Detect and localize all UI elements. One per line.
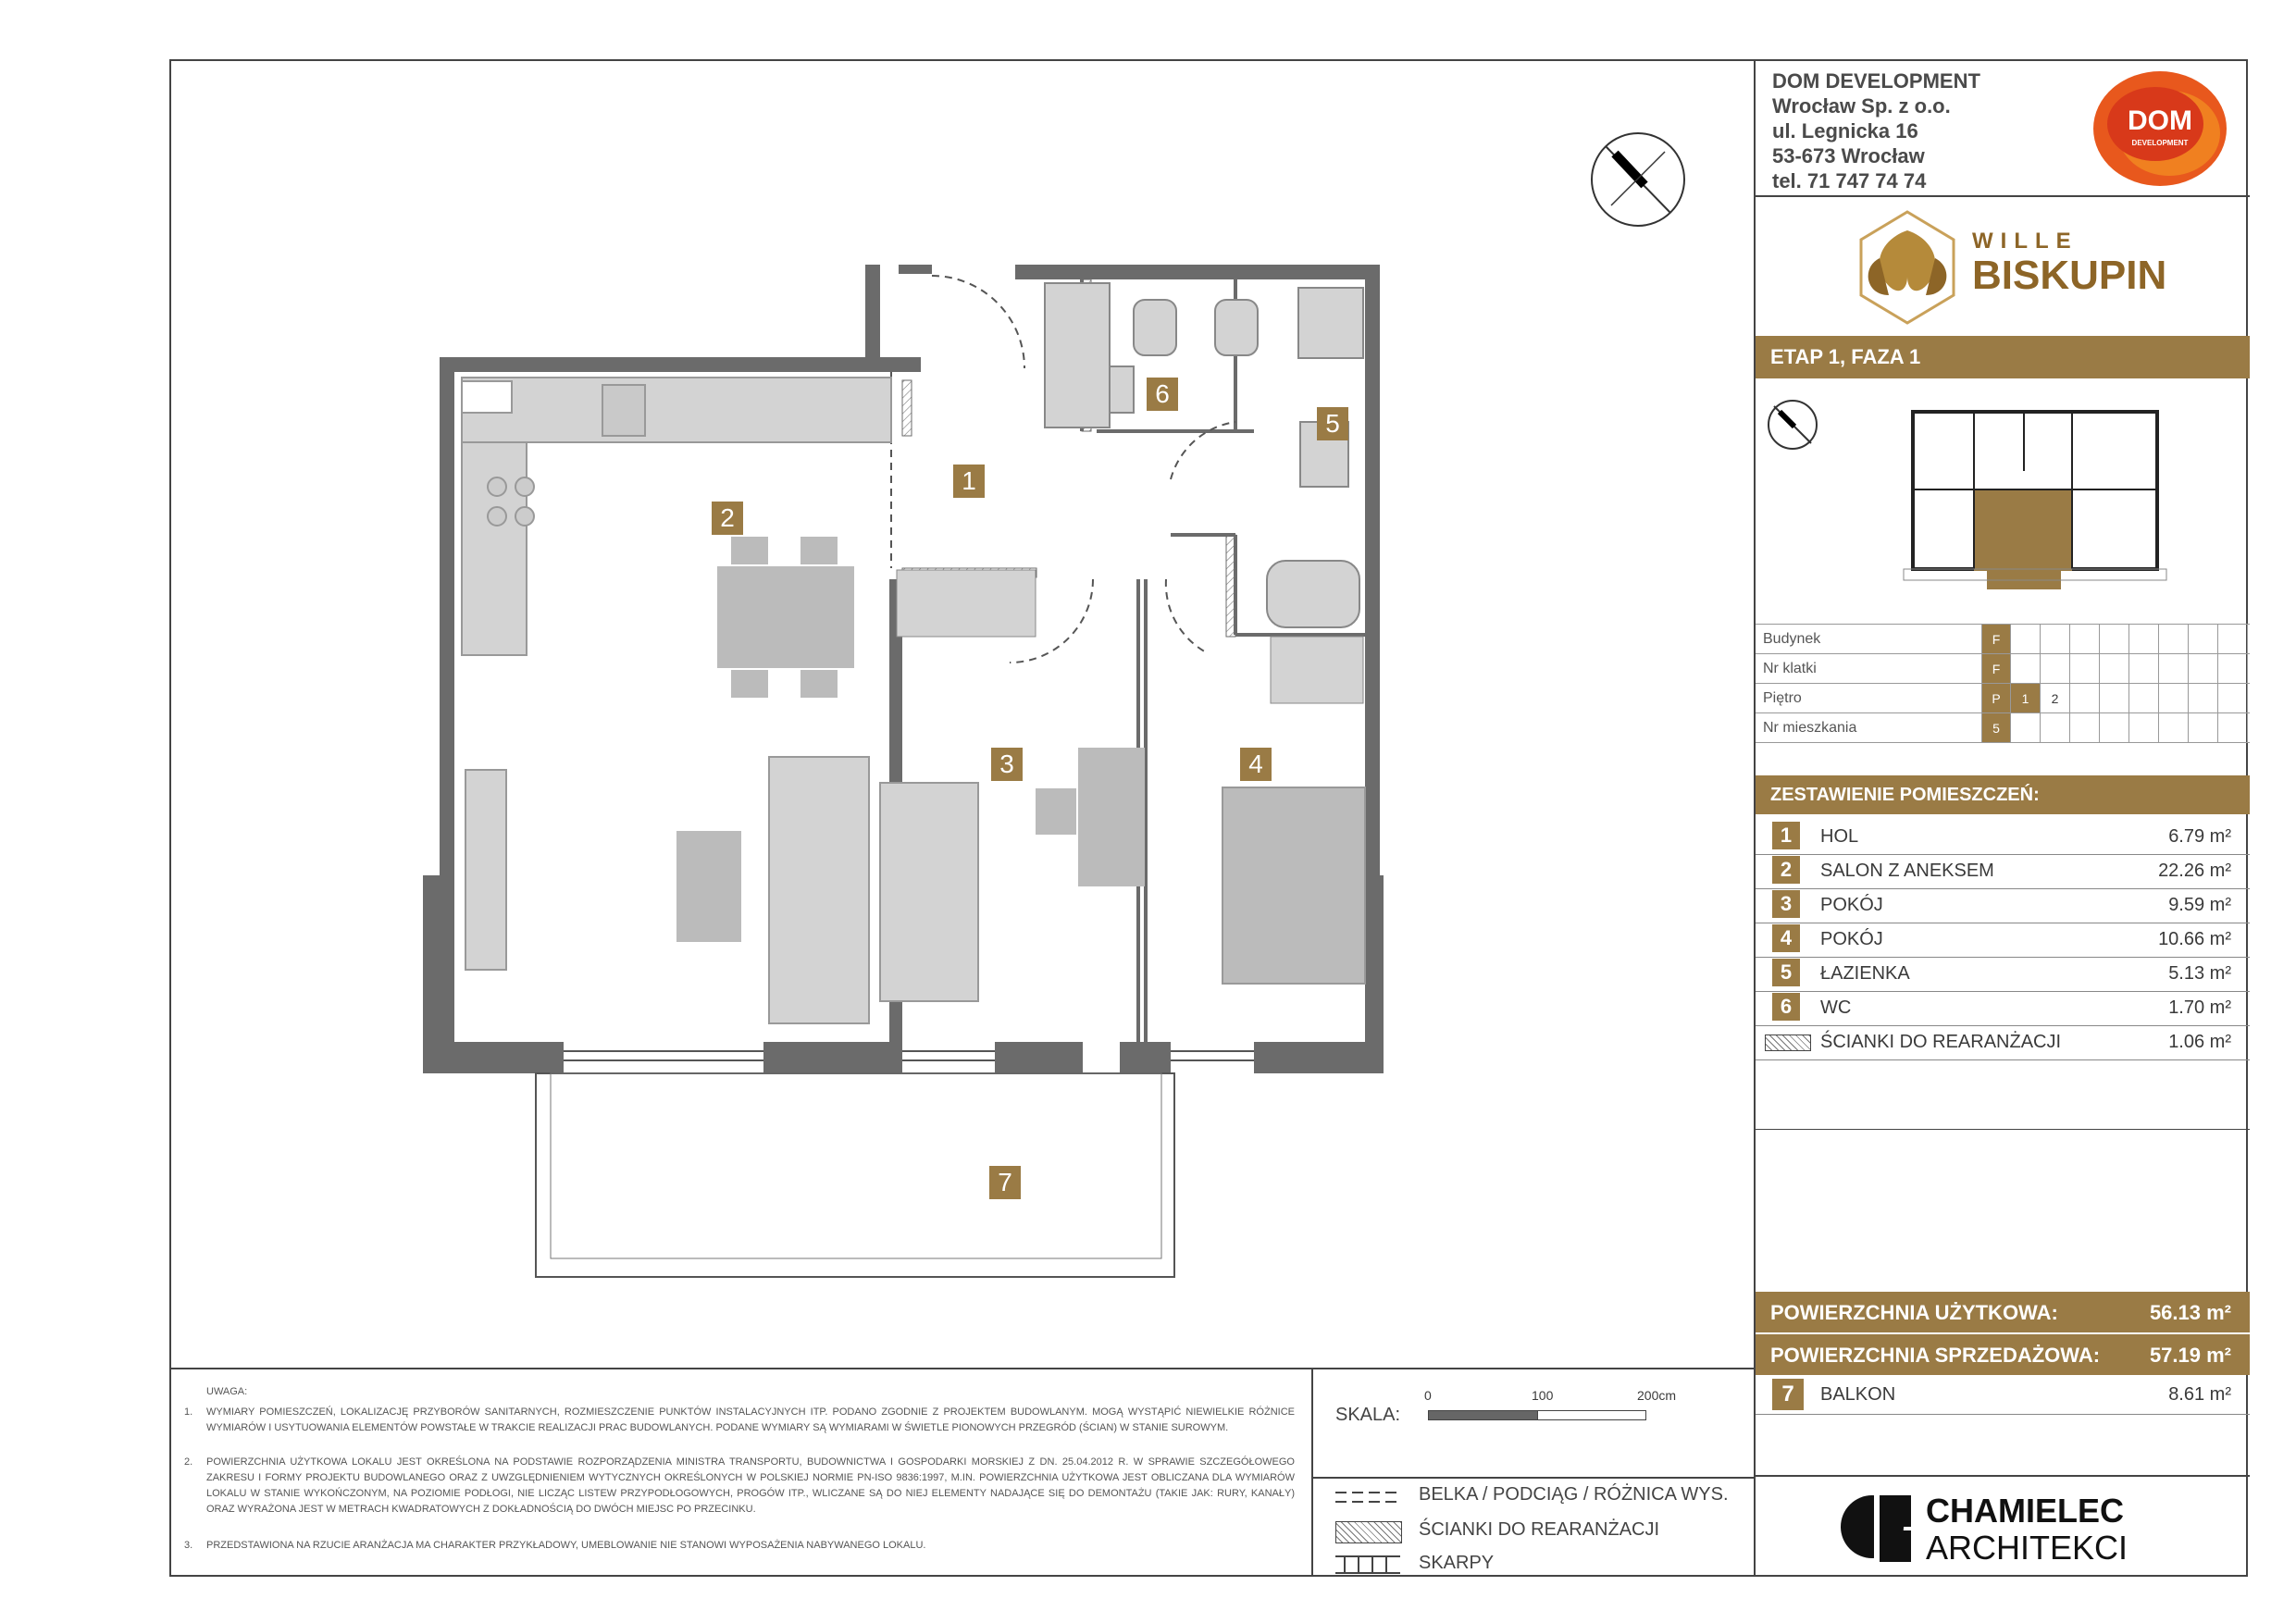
room-area: 22.26 m² (2158, 861, 2231, 881)
room-name: HOL (1820, 826, 1859, 847)
info-table-cell (2041, 654, 2070, 684)
legend-block (1311, 1369, 1755, 1577)
walls-row (1756, 1025, 2250, 1060)
logo-text: DOM (2128, 105, 2192, 136)
room-area: 10.66 m² (2158, 929, 2231, 949)
architect-line1: CHAMIELEC (1926, 1492, 2124, 1530)
info-table-cell (2011, 713, 2041, 743)
room-area: 5.13 m² (2168, 963, 2231, 984)
room-label-6: 6 (1147, 378, 1178, 411)
info-table-cell (2159, 654, 2189, 684)
stage-bar: ETAP 1, FAZA 1 (1756, 336, 2250, 378)
company-line2: Wrocław Sp. z o.o. (1772, 94, 1951, 118)
sale-area-bar: POWIERZCHNIA SPRZEDAŻOWA: 57.19 m² (1756, 1334, 2250, 1375)
info-table-cell (2041, 625, 2070, 654)
info-table-cell (2218, 625, 2248, 654)
info-table (1756, 624, 2250, 745)
info-table-cell (2070, 713, 2100, 743)
room-name: POKÓJ (1820, 929, 1883, 949)
desk (1078, 748, 1145, 886)
room-label-3: 3 (991, 748, 1023, 781)
coffee-table (676, 831, 741, 942)
footer (171, 1368, 1755, 1577)
oak-leaf-icon (1843, 203, 1972, 332)
scale-bar-light (1537, 1410, 1646, 1420)
room-row (1756, 991, 2250, 1026)
info-panel (1754, 61, 2250, 1575)
info-table-row (1756, 684, 2250, 713)
room-number: 1 (1772, 822, 1800, 849)
info-table-label: Piętro (1763, 690, 1802, 706)
info-table-cell: P (1981, 684, 2011, 713)
scale-tick-100: 100 (1532, 1388, 1554, 1403)
info-table-label: Nr klatki (1763, 661, 1817, 676)
info-table-row (1756, 713, 2250, 743)
info-table-cell: F (1981, 625, 2011, 654)
company-city: 53-673 Wrocław (1772, 144, 1925, 167)
bathroom-fixtures (1045, 283, 1363, 627)
note-1: 1. WYMIARY POMIESZCZEŃ, LOKALIZACJĘ PRZYBORÓW SANITARNYCH, ROZMIESZCZENIE PUNKTÓW INSTALACYJNYCH ITP. PODANO ZGODNIE Z PROJEKTEM BUDOWLANYM. MOGĄ WYSTĄPIĆ NIEWIELKIE RÓŻNICE WYMIARÓW I USYTUOWANIA ELEMENTÓW POWSTAŁE W TRAKCIE REALIZACJI PRAC BUDOWLANYCH. PODANE WYMIARY SĄ WYMIARAMI W ŚWIETLE PIONOWYCH PRZEGRÓD (ŚCIAN) W STANIE SUROWYM. (184, 1406, 1295, 1433)
room-row (1756, 957, 2250, 992)
railing-icon (1335, 1553, 1400, 1580)
room-label-4: 4 (1240, 748, 1272, 781)
notes-block (171, 1369, 1313, 1577)
company-street: ul. Legnicka 16 (1772, 119, 1918, 142)
info-table-cell (2070, 654, 2100, 684)
chair (1036, 788, 1076, 835)
info-table-cell: 5 (1981, 713, 2011, 743)
architect-block (1756, 1475, 2250, 1577)
room-number: 3 (1772, 890, 1800, 918)
room-name: WC (1820, 997, 1852, 1018)
info-table-cell (2159, 684, 2189, 713)
architect-line2: ARCHITEKCI (1926, 1529, 2128, 1567)
info-table-cell (2189, 713, 2218, 743)
info-table-cell (2129, 713, 2159, 743)
tv-unit (465, 770, 506, 970)
info-table-cell (2011, 625, 2041, 654)
legend-walls: ŚCIANKI DO REARANŻACJI (1419, 1519, 1660, 1540)
info-table-cell (2159, 625, 2189, 654)
north-compass-icon (1592, 133, 1684, 226)
notes-heading: UWAGA: (206, 1386, 248, 1397)
info-table-cell (2100, 654, 2129, 684)
room-number: 5 (1772, 959, 1800, 986)
balcony (536, 1073, 1174, 1277)
dining-table (717, 537, 854, 698)
scale-tick-0: 0 (1424, 1388, 1432, 1403)
info-table-label: Budynek (1763, 631, 1821, 647)
company-phone: tel. 71 747 74 74 (1772, 169, 1927, 192)
key-plan (1756, 378, 2250, 624)
room-name: SALON Z ANEKSEM (1820, 861, 1994, 881)
company-block (1756, 61, 2250, 197)
key-plan-compass-icon (1769, 401, 1817, 449)
room-row (1756, 923, 2250, 958)
usable-area-bar: POWIERZCHNIA UŻYTKOWA: 56.13 m² (1756, 1292, 2250, 1334)
info-table-row (1756, 654, 2250, 684)
info-table-cell (2070, 625, 2100, 654)
room-label-7: 7 (989, 1166, 1021, 1199)
sofa (769, 757, 869, 1023)
hatch-icon (1765, 1035, 1811, 1051)
room-area: 1.06 m² (2168, 1032, 2231, 1052)
info-table-cell (2218, 654, 2248, 684)
rearrangeable-wall (1226, 535, 1235, 637)
info-table-cell: 1 (2011, 684, 2041, 713)
hatch-icon (1335, 1521, 1402, 1543)
rooms-header: ZESTAWIENIE POMIESZCZEŃ: (1756, 775, 2250, 814)
legend-railing: SKARPY (1419, 1553, 1495, 1573)
legend-beam: BELKA / PODCIĄG / RÓŻNICA WYS. (1419, 1484, 1729, 1505)
scale-tick-200: 200cm (1637, 1388, 1677, 1403)
info-table-cell: F (1981, 654, 2011, 684)
room-name: ŚCIANKI DO REARANŻACJI (1820, 1032, 2062, 1052)
bed-room-3 (880, 783, 978, 1001)
info-table-cell (2070, 684, 2100, 713)
room-area: 9.59 m² (2168, 895, 2231, 915)
info-table-cell (2100, 713, 2129, 743)
room-row (1756, 888, 2250, 923)
room-number: 4 (1772, 924, 1800, 952)
dom-development-logo (2091, 68, 2229, 189)
scale-bar (1311, 1369, 1755, 1479)
architect-logo-icon (1839, 1490, 1913, 1564)
room-name: ŁAZIENKA (1820, 963, 1910, 984)
room-label-2: 2 (712, 502, 743, 535)
note-3: 3. PRZEDSTAWIONA NA RZUCIE ARANŻACJA MA CHARAKTER PRZYKŁADOWY, UMEBLOWANIE NIE STANOWI WYPOSAŻENIA NABYWANEGO LOKALU. (184, 1540, 926, 1551)
info-table-label: Nr mieszkania (1763, 720, 1857, 736)
rearrangeable-wall (902, 380, 912, 436)
room-number: 6 (1772, 993, 1800, 1021)
scale-label: SKALA: (1335, 1405, 1401, 1425)
wardrobe (1271, 637, 1363, 703)
project-logo-bottom: BISKUPIN (1972, 253, 2167, 298)
info-table-row (1756, 625, 2250, 654)
info-table-cell (2189, 625, 2218, 654)
floor-plan (171, 61, 1755, 1368)
info-table-cell (2189, 684, 2218, 713)
room-label-5: 5 (1317, 407, 1348, 440)
room-name: POKÓJ (1820, 895, 1883, 915)
company-name: DOM DEVELOPMENT (1772, 69, 1980, 93)
drawing-sheet (169, 59, 2248, 1577)
logo-subtext: DEVELOPMENT (2131, 139, 2189, 147)
room-row (1756, 820, 2250, 855)
info-table-cell (2189, 654, 2218, 684)
info-table-cell (2129, 684, 2159, 713)
info-table-cell (2129, 625, 2159, 654)
info-table-cell (2100, 625, 2129, 654)
info-table-cell (2218, 684, 2248, 713)
room-label-1: 1 (953, 465, 985, 498)
balcony-row: 7 BALKON 8.61 m² (1756, 1377, 2250, 1415)
info-table-cell (2218, 713, 2248, 743)
info-table-cell: 2 (2041, 684, 2070, 713)
info-table-cell (2159, 713, 2189, 743)
wardrobe (897, 570, 1036, 637)
room-number: 2 (1772, 856, 1800, 884)
note-2: 2. POWIERZCHNIA UŻYTKOWA LOKALU JEST OKREŚLONA NA PODSTAWIE ROZPORZĄDZENIA MINISTRA TRANSPORTU, BUDOWNICTWA I GOSPODARKI MORSKIEJ Z DN. 25.04.2012 R. W SPRAWIE SZCZEGÓŁOWEGO ZAKRESU I FORMY PROJEKTU BUDOWLANEGO ORAZ Z UWZGLĘDNIENIEM WYTYCZNYCH OKREŚLONYCH W POLSKIEJ NORMIE PN-ISO 9836:1997, M.IN. POWIERZCHNIA UŻYTKOWA JEST OBLICZANA DLA WYMIARÓW LOKALU W STANIE WYKOŃCZONYM, NA POZIOMIE PODŁOGI, NIE LICZĄC LISTEW PRZYPODŁOGOWYCH, PROGÓW ITP., WLICZANE SĄ DO NIEJ ELEMENTY NADAJĄCE SIĘ DO DEMONTAŻU (TAKIE JAK: RURY, KANAŁY) ORAZ WYRAŻONA JEST W METRACH KWADRATOWYCH Z DOKŁADNOŚCIĄ DO DWÓCH MIEJSC PO PRZECINKU. (184, 1456, 1295, 1515)
room-area: 1.70 m² (2168, 997, 2231, 1018)
room-row (1756, 854, 2250, 889)
bed-room-4 (1222, 787, 1365, 984)
floor-plan-area (171, 61, 1755, 1368)
scale-bar-dark (1428, 1410, 1539, 1420)
info-table-cell (2011, 654, 2041, 684)
room-area: 6.79 m² (2168, 826, 2231, 847)
project-logo-top: WILLE (1972, 229, 2079, 254)
info-table-cell (2129, 654, 2159, 684)
info-table-cell (2041, 713, 2070, 743)
info-table-cell (2100, 684, 2129, 713)
project-logo (1756, 195, 2250, 336)
dashed-line-icon (1335, 1490, 1409, 1509)
